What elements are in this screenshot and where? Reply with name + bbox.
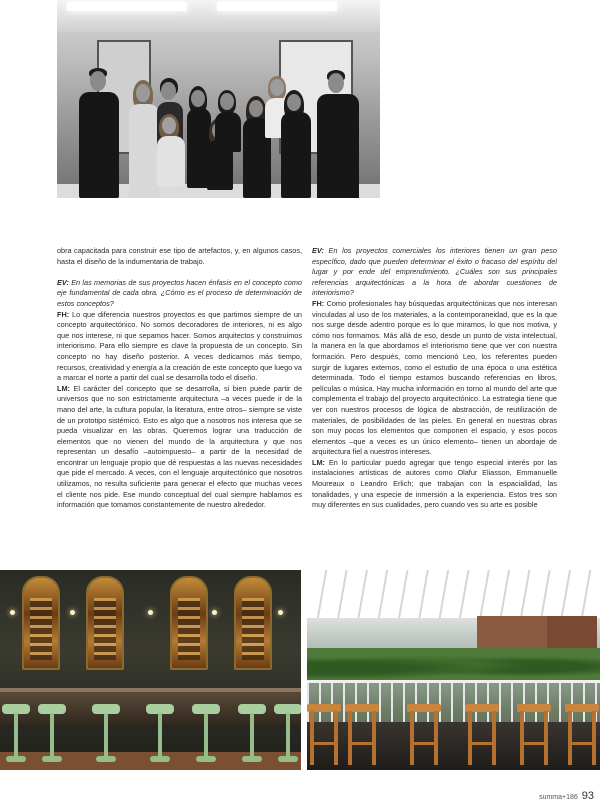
paragraph-text: Como profesionales hay búsquedas arquitectónicas que nos interesan vinculadas al uso de los materiales, a la contemporaneidad, que es la que nos surge desde adentro porque es lo que miramos, lo que nos motiva, y cómo nos formamos. Más allá de eso, desde un punto de vista intelectual, la manera en la que abordamos el interiorismo tiene que ver con nuestra formación. Pero después, como mencionó Leo, los referentes pueden surgir de lugares externos, como el estudio de una época o una estética determinada. Todo el tiempo estamos buscando referencias en libros, películas o música. Hay mucha información en torno al mundo del arte que complementa el trabajo del proyecto arquitectónico. La estrategia tiene que ver con nuestros procesos de lógica de abstracción, de reutilización de materiales, de posibilidades de las pieles. En general en nuestras obras son muy pocos los elementos que componen el espacio, y esos pocos elementos –que a veces es un único elemento– tienen un abordaje de arquitectura fiel a nuestros intereses. bbox=[312, 298, 557, 457]
paragraph-text: El carácter del concepto que se desarrolla, si bien puede partir de universos que no son estrictamente arquitectura –a veces puede ir de la mano del arte, la cultura popular, la literatura, entre otros– siempre se viste de un prototipo sistémico. Esto es algo que a nosotros nos interesa que se pueda visualizar en las obras. Queremos lograr una traducción de elementos que no vienen del mundo de la arquitectura y que nos representan un desafío –autoimpuesto– a partir de la necesidad de encontrar un lenguaje propio que dé respuestas a las nuevas necesidades que pide el mercado. A veces, con el lenguaje arquitectónico que nosotros utilizamos, no resulta suficiente para generar el efecto que muchas veces el cliente nos pide. Ese mundo conceptual del cual siempre hablamos es información que tomamos constantemente de nuestro alrededor. bbox=[57, 383, 302, 510]
speaker-label: LM: bbox=[312, 457, 325, 467]
speaker-label: EV: bbox=[57, 277, 69, 287]
paragraph-text: obra capacitada para construir ese tipo de artefactos, y, en algunos casos, hasta el diseño de la indumentaria de trabajo. bbox=[57, 246, 302, 266]
paragraph-text: En los proyectos comerciales los interiores tienen un gran peso específico, dado que pueden determinar el éxito o fracaso del espíritu del lugar y por ende del emprendimiento. ¿Cuáles son sus principales referencias arquitectónicas a la hora de abordar cuestiones de interiorismo? bbox=[312, 246, 557, 298]
article-column-right bbox=[312, 246, 557, 511]
speaker-label: LM: bbox=[57, 383, 70, 393]
interview-answer bbox=[312, 458, 557, 511]
terrace-interior-photo bbox=[307, 570, 600, 770]
magazine-name: summa+186 bbox=[539, 794, 578, 801]
speaker-label: EV: bbox=[312, 246, 324, 255]
body-paragraph bbox=[57, 246, 302, 267]
interview-question bbox=[312, 246, 557, 299]
interview-answer bbox=[312, 299, 557, 458]
paragraph-gap bbox=[57, 267, 302, 278]
speaker-label: FH: bbox=[57, 309, 70, 319]
paragraph-text: En lo particular puedo agregar que tengo especial interés por las instalaciones artísticas de autores como Olafur Eliasson, Emmanuelle Moureaux o Leandro Erlich; que trabajan con la espacialidad, las tonalidades, y una especie de inmersión a la experiencia. Estos tres son muy diferentes en sus cualidades, pero cuando ves su arte es posible bbox=[312, 457, 557, 510]
paragraph-text: Lo que diferencia nuestros proyectos es que partimos siempre de un concepto arquitectónico. No somos decoradores de interiores, ni es algo que nos interese, ni que sepamos hacer. Somos arquitectos y construimos interiorismo. Para ello siempre es clave la propuesta de un concepto. Sin concepto no hay diseño posterior. A veces dedicamos más tiempo, recursos, creatividad y energía a la creación de este concepto que luego va a marcar el norte a partir del cual se desarrolla todo el diseño. bbox=[57, 309, 302, 383]
interview-answer bbox=[57, 384, 302, 511]
team-photo bbox=[57, 0, 380, 198]
bar-interior-photo bbox=[0, 570, 301, 770]
paragraph-text: En las memorias de sus proyectos hacen énfasis en el concepto como eje fundamental de cada obra. ¿Cómo es el proceso de determinación de estos conceptos? bbox=[57, 277, 302, 308]
interview-answer bbox=[57, 310, 302, 384]
interview-question bbox=[57, 278, 302, 310]
page-number: 93 bbox=[581, 790, 594, 802]
article-column-left bbox=[57, 246, 302, 511]
page-folio bbox=[539, 790, 594, 802]
speaker-label: FH: bbox=[312, 298, 325, 308]
